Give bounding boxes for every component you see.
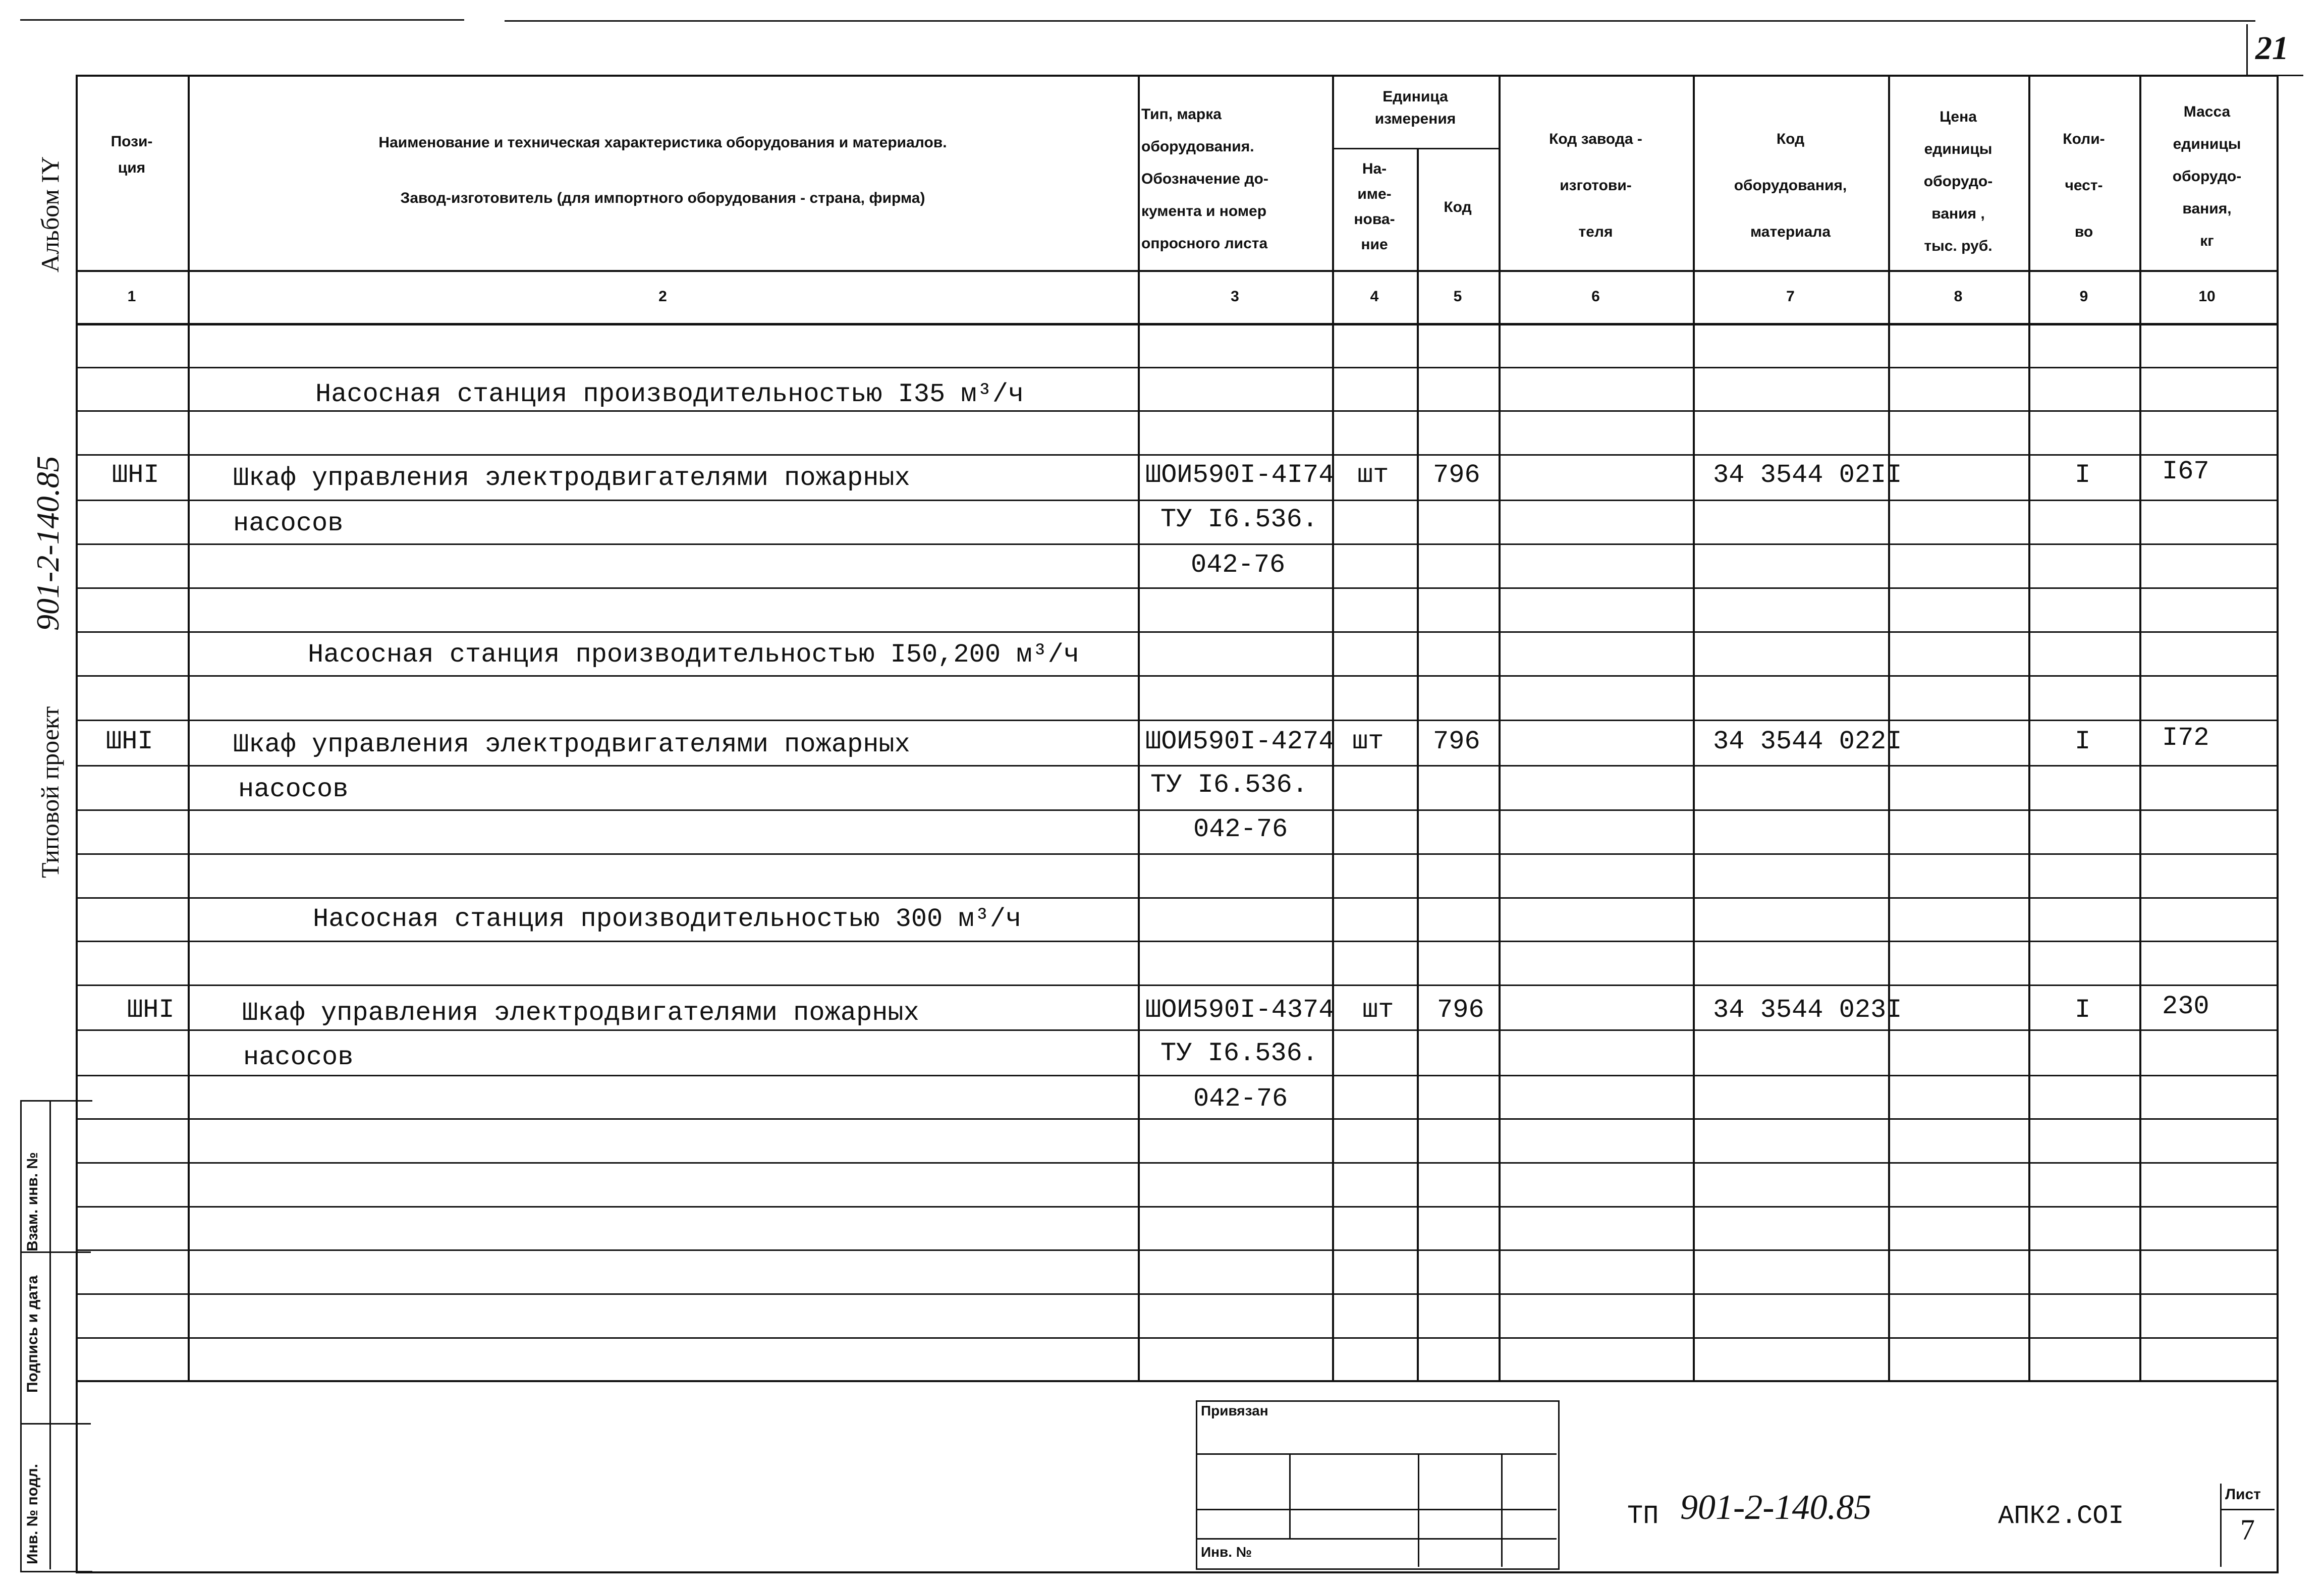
sheet-label: Лист bbox=[2225, 1486, 2261, 1503]
table-row-type: ШОИ590I-4374 bbox=[1145, 995, 1335, 1025]
col-num-6: 6 bbox=[1591, 288, 1600, 305]
table-row-eq-code: 34 3544 02II bbox=[1713, 460, 1902, 490]
stamp-vzam-inv: Взам. инв. № bbox=[24, 1152, 41, 1251]
table-row-unit-code: 796 bbox=[1433, 727, 1480, 756]
section-title: Насосная станция производительностью 300 м³/ч bbox=[313, 904, 1022, 934]
col-num-4: 4 bbox=[1370, 288, 1379, 305]
table-row-type-doc: ТУ I6.536. bbox=[1150, 770, 1308, 800]
tp-prefix: ТП bbox=[1627, 1501, 1659, 1531]
section-title: Насосная станция производительностью I35 м³/ч bbox=[315, 379, 1024, 409]
col-num-7: 7 bbox=[1786, 288, 1795, 305]
inv-no-label: Инв. № bbox=[1201, 1544, 1252, 1560]
table-row-unit-code: 796 bbox=[1433, 460, 1480, 490]
table-row-unit: шт bbox=[1357, 460, 1389, 490]
hdr-quantity: Коли- bbox=[2063, 131, 2105, 147]
table-row-unit: шт bbox=[1362, 995, 1394, 1025]
col-num-3: 3 bbox=[1231, 288, 1239, 305]
hdr-unit-code: Код bbox=[1444, 199, 1472, 215]
hdr-name: Наименование и техническая характеристика оборудования и материалов. bbox=[378, 134, 947, 151]
sheet-number-top: 21 bbox=[2255, 30, 2289, 67]
table-row-mass: I72 bbox=[2162, 723, 2209, 753]
col-num-8: 8 bbox=[1954, 288, 1963, 305]
table-row-unit: шт bbox=[1352, 727, 1384, 756]
table-row-name: Шкаф управления электродвигателями пожарных bbox=[233, 463, 910, 493]
table-row-type-doc: ТУ I6.536. bbox=[1160, 505, 1318, 534]
stamp-inv-podl: Инв. № подл. bbox=[24, 1463, 41, 1564]
table-row-type-doc: ТУ I6.536. bbox=[1160, 1039, 1318, 1068]
table-row-eq-code: 34 3544 023I bbox=[1713, 995, 1902, 1025]
hdr-unit: Единица bbox=[1382, 88, 1448, 105]
table-row-type: ШОИ590I-4274 bbox=[1145, 727, 1335, 756]
table-row-pos: ШНI bbox=[106, 727, 153, 756]
hdr-plant-code: Код завода - bbox=[1549, 131, 1642, 147]
album-label: Альбом IY bbox=[36, 156, 64, 272]
table-row-qty: I bbox=[2075, 995, 2091, 1025]
col-num-2: 2 bbox=[658, 288, 667, 305]
hdr-position: Пози- bbox=[110, 133, 153, 150]
table-row-pos: ШНI bbox=[127, 995, 175, 1025]
table-row-type-num: 042-76 bbox=[1193, 1084, 1288, 1114]
hdr-type: Тип, марка bbox=[1141, 106, 1222, 123]
table-row-type-num: 042-76 bbox=[1191, 550, 1286, 580]
table-row-name-cont: насосов bbox=[233, 509, 344, 538]
doc-code: АПК2.СОI bbox=[1998, 1501, 2124, 1531]
hdr-unit-name: На- bbox=[1362, 160, 1387, 177]
project-label: Типовой проект bbox=[36, 706, 64, 878]
hdr-price: Цена bbox=[1940, 108, 1977, 125]
table-row-type-num: 042-76 bbox=[1193, 814, 1288, 844]
table-row-name: Шкаф управления электродвигателями пожарных bbox=[242, 998, 919, 1028]
table-row-name-cont: насосов bbox=[243, 1043, 354, 1072]
col-num-5: 5 bbox=[1453, 288, 1462, 305]
col-num-10: 10 bbox=[2198, 288, 2216, 305]
project-code-handwritten: 901-2-140.85 bbox=[30, 456, 66, 631]
table-row-pos: ШНI bbox=[112, 460, 159, 490]
sheet-number: 7 bbox=[2240, 1513, 2255, 1546]
tp-code-handwritten: 901-2-140.85 bbox=[1680, 1488, 1872, 1527]
hdr-equipment-code: Код bbox=[1776, 131, 1805, 147]
table-row-qty: I bbox=[2075, 460, 2091, 490]
hdr-mass: Масса bbox=[2183, 103, 2231, 120]
table-row-mass: 230 bbox=[2162, 992, 2209, 1021]
table-row-eq-code: 34 3544 022I bbox=[1713, 727, 1902, 756]
table-row-name: Шкаф управления электродвигателями пожарных bbox=[233, 730, 910, 759]
stamp-podpis: Подпись и дата bbox=[24, 1275, 41, 1393]
table-row-unit-code: 796 bbox=[1437, 995, 1484, 1025]
table-row-qty: I bbox=[2075, 727, 2091, 756]
table-row-mass: I67 bbox=[2162, 457, 2209, 486]
col-num-1: 1 bbox=[127, 288, 136, 305]
table-row-name-cont: насосов bbox=[238, 775, 349, 804]
table-row-type: ШОИ590I-4I74 bbox=[1145, 460, 1335, 490]
section-title: Насосная станция производительностью I50,200 м³/ч bbox=[308, 640, 1080, 670]
privyazan-label: Привязан bbox=[1201, 1403, 1268, 1418]
col-num-9: 9 bbox=[2079, 288, 2088, 305]
